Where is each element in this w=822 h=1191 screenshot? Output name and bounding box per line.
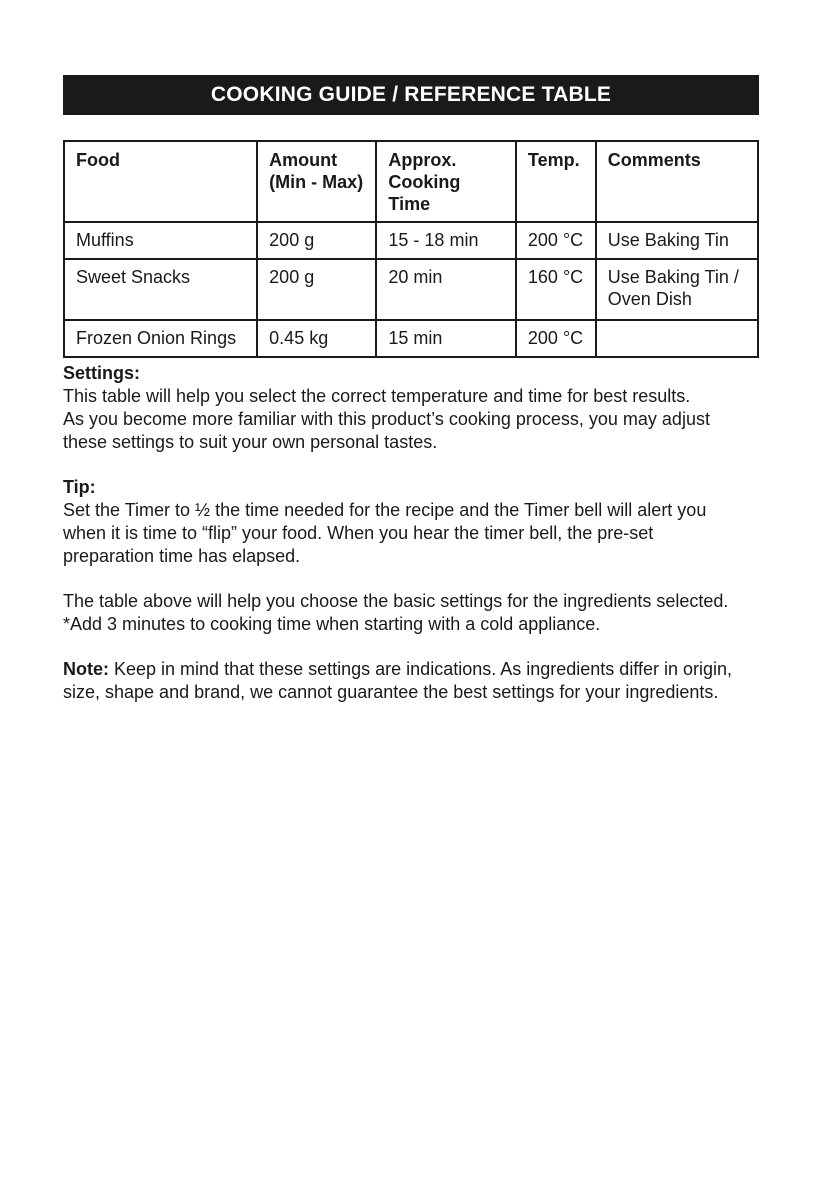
table-row	[64, 320, 758, 357]
settings-heading: Settings:	[63, 363, 141, 383]
header-temp: Temp.	[516, 141, 596, 222]
cooking-guide-table	[63, 140, 759, 358]
cell-temp: 200 °C	[516, 222, 596, 259]
note-line: size, shape and brand, we cannot guarantee the best settings for your ingredients.	[63, 682, 719, 702]
tip-section	[63, 476, 763, 568]
settings-line: As you become more familiar with this product’s cooking process, you may adjust	[63, 409, 710, 429]
cell-amount: 0.45 kg	[257, 320, 376, 357]
info-line: *Add 3 minutes to cooking time when starting with a cold appliance.	[63, 614, 601, 634]
page-title-banner: COOKING GUIDE / REFERENCE TABLE	[63, 75, 759, 115]
info-line: The table above will help you choose the basic settings for the ingredients selected.	[63, 591, 729, 611]
cell-comments	[596, 320, 758, 357]
settings-line: This table will help you select the correct temperature and time for best results.	[63, 386, 691, 406]
header-time: Approx. Cooking Time	[376, 141, 516, 222]
cell-comments: Use Baking Tin	[596, 222, 758, 259]
cell-amount: 200 g	[257, 259, 376, 320]
cell-temp: 200 °C	[516, 320, 596, 357]
header-food: Food	[64, 141, 257, 222]
table-row	[64, 222, 758, 259]
settings-line: these settings to suit your own personal tastes.	[63, 432, 438, 452]
cell-amount: 200 g	[257, 222, 376, 259]
note-label: Note:	[63, 659, 109, 679]
cell-time: 15 - 18 min	[376, 222, 516, 259]
tip-line: when it is time to “flip” your food. When you hear the timer bell, the pre-set	[63, 523, 654, 543]
cell-food: Sweet Snacks	[64, 259, 257, 320]
table-header-row	[64, 141, 758, 222]
table-row	[64, 259, 758, 320]
tip-heading: Tip:	[63, 477, 96, 497]
header-amount: Amount (Min - Max)	[257, 141, 376, 222]
cell-food: Muffins	[64, 222, 257, 259]
info-section	[63, 590, 763, 636]
note-section	[63, 658, 763, 704]
cell-time: 20 min	[376, 259, 516, 320]
cell-comments: Use Baking Tin / Oven Dish	[596, 259, 758, 320]
note-text: Keep in mind that these settings are indications. As ingredients differ in origin,	[109, 659, 733, 679]
header-comments: Comments	[596, 141, 758, 222]
cell-food: Frozen Onion Rings	[64, 320, 257, 357]
cell-time: 15 min	[376, 320, 516, 357]
note-line	[63, 658, 763, 681]
cell-temp: 160 °C	[516, 259, 596, 320]
guide-notes	[63, 362, 763, 726]
tip-line: preparation time has elapsed.	[63, 546, 301, 566]
settings-section	[63, 362, 763, 454]
tip-line: Set the Timer to ½ the time needed for the recipe and the Timer bell will alert you	[63, 500, 707, 520]
